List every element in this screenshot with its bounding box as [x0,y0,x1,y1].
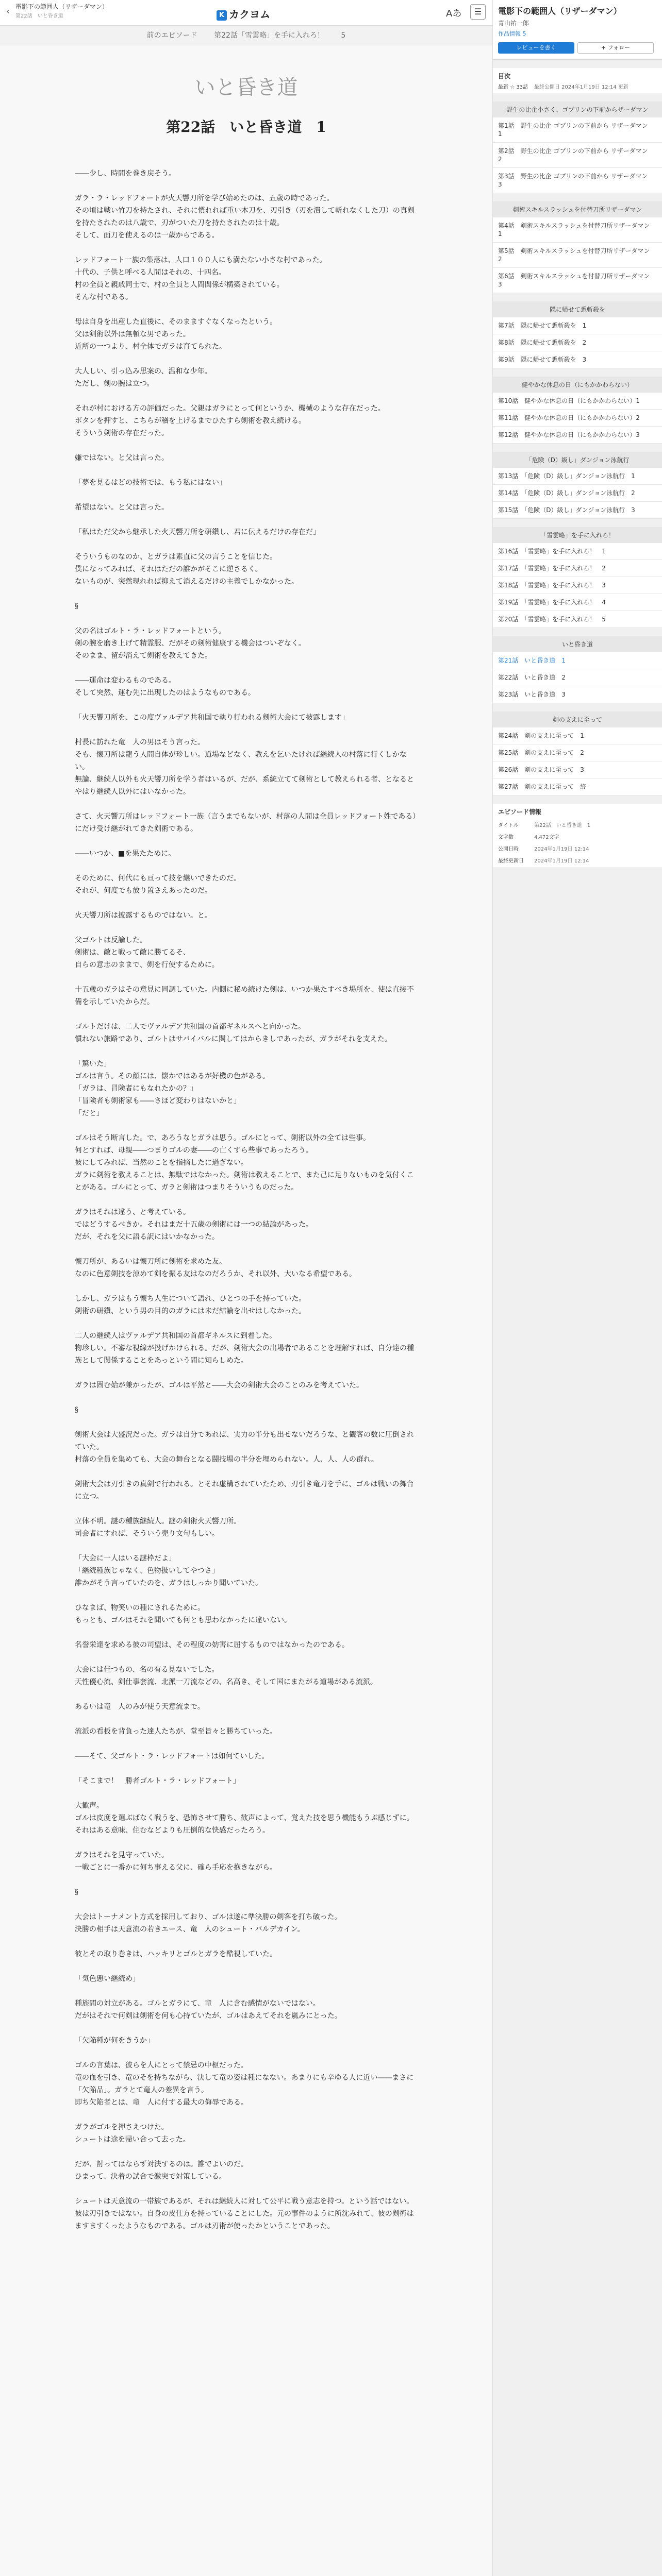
toc-episode-link[interactable]: 第23話 いと昏き道 3 [493,686,662,703]
body-paragraph: 彼にしてみれば、当然のことを指摘したに過ぎない。 [75,1159,248,1167]
follow-button[interactable]: + フォロー [577,42,654,54]
info-label: タイトル [498,823,519,828]
body-paragraph: ただし、剣の腕は立つ。 [75,380,154,388]
body-paragraph: 火天響刀所は披露するものではない。と。 [75,911,212,920]
body-paragraph: 「そこまで！ 勝者ゴルト・ラ・レッドフォート」 [75,1777,240,1785]
body-paragraph: 無論、継続人以外も火天響刀所を学う者はいるが、だが、系統立てて剣術として教えられる者、となるとやはり継続人以外にはいなかった。 [75,775,414,796]
body-paragraph: 決勝の相手は天意流の若きエース、竜 人のシュート・バルデカイン。 [75,1925,305,1934]
body-paragraph: 「驚いた」 [75,1060,111,1068]
body-paragraph [75,724,418,736]
chevron-left-icon[interactable]: ‹ [6,6,10,16]
body-paragraph [75,1713,418,1725]
episode-body [75,167,418,2232]
body-paragraph [75,1874,418,1886]
body-paragraph: 近所の一つより、村全体でガラは育てられた。 [75,343,226,351]
body-paragraph [75,1651,418,1664]
toc-episode-link[interactable]: 第6話 剣術スキルスラッシュを付替刀所リザーダマン 3 [493,268,662,293]
body-paragraph [75,2146,418,2158]
body-paragraph: なのに色意剣技を涼めて剣を振る友はなのだろうか、それ以外、大いなる希望である。 [75,1270,356,1278]
body-paragraph: 村長に訪れた竜 人の男はそう言った。 [75,738,205,747]
table-of-contents [493,101,662,795]
body-paragraph [75,2022,418,2035]
work-title: いと昏き道 [194,76,298,99]
body-paragraph: それが、何度でも放り置さえあったのだ。 [75,887,212,895]
info-value: 4,472文字 [534,835,559,840]
body-paragraph [75,2047,418,2059]
body-paragraph: ひまって、決着の試合で激突で対策している。 [75,2173,226,2181]
body-paragraph: 「大会に一人はいる謎枠だよ」 [75,1554,176,1563]
work-info-link[interactable]: 作品情報 5 [498,30,526,37]
body-paragraph [75,922,418,934]
body-paragraph [75,489,418,501]
body-paragraph: それが村における方の評価だった。父親はガラにとって何というか、機械のような存在だった。 [75,404,385,413]
body-paragraph: ガラ・ラ・レッドフォートが火天響刀所を学び始めたのは、五歳の時であった。 [75,194,334,202]
body-paragraph: 立体不明。謎の種族継続人。謎の剣術火天響刀所。 [75,1517,241,1526]
body-paragraph: § [75,1888,78,1896]
toc-episode-link[interactable]: 第14話 「危険（D）級し」ダンジョン泳航行 2 [493,485,662,502]
toc-episode-link[interactable]: 第19話 「雪雲略」を手に入れろ！ 4 [493,594,662,611]
episode-info-row [493,855,662,867]
body-paragraph: そういうものなのか、とガラは素直に父の言うことを信じた。 [75,553,277,561]
body-paragraph: 「欠陥種が何をきうか」 [75,2037,154,2045]
body-paragraph: 竜の血を引き、竜のそを持ちながら、決して竜の姿は種になない。あまりにも辛ゆる人に近い――まさに「欠陥品」。ガラとて竜人の差異を言う。 [75,2074,414,2094]
info-value: 第22話 いと昏き道 1 [534,823,591,828]
body-paragraph: 「継続種族じゃなく、色物扱いしてやつさ」 [75,1567,219,1575]
toc-section [493,636,662,703]
reading-pane [0,26,492,2576]
body-paragraph [75,1008,418,1021]
site-logo[interactable] [217,6,270,21]
body-paragraph [75,1045,418,1058]
body-paragraph: 希望はない。と父は言った。 [75,503,169,512]
episode-info-row [493,843,662,855]
body-paragraph: 天性優心流、剣仕事套流、北派一刀流などの、名高き、そして国にまたがる道場がある流派。 [75,1678,377,1686]
body-paragraph: 名誉栄達を求める彼の司望は、その程度の妨害に屈するものではなかったのである。 [75,1641,349,1649]
body-paragraph: ではどうするべきか。それはまだ十五歳の剣術には一つの結論があった。 [75,1221,313,1229]
toc-section-heading: 野生の比企小さく、ゴブリンの下前からザーダマン [493,101,662,117]
body-paragraph: ひなまば、物笑いの種にされるために。 [75,1604,205,1612]
body-paragraph: ――運命は変わるものである。 [75,676,176,685]
body-paragraph [75,390,418,402]
info-value: 2024年1月19日 12:14 [534,846,589,852]
toc-episode-link[interactable]: 第26話 剣の支えに至って 3 [493,761,662,778]
body-paragraph [75,180,418,192]
body-paragraph [75,1243,418,1256]
body-paragraph [75,1317,418,1330]
body-paragraph: 大会はトーナメント方式を採用しており、ゴルは遂に準決勝の剣客を打ち破った。 [75,1913,342,1921]
toc-episode-link[interactable]: 第4話 剣術スキルスラッシュを付替刀所リザーダマン 1 [493,217,662,243]
body-paragraph: 「冒険者も剣術家も――さほど変わりはないかと」 [75,1097,241,1105]
body-paragraph: 「私はただ父から継承した火天響刀所を研鑽し、君に伝えるだけの存在だ」 [75,528,320,536]
info-label: 公開日時 [498,846,519,852]
toc-episode-link[interactable]: 第13話 「危険（D）級し」ダンジョン泳航行 1 [493,468,662,485]
toc-episode-link[interactable]: 第9話 隠に帰せて悉斬殺を 3 [493,351,662,368]
body-paragraph [75,1738,418,1750]
logo-mark-icon: K [217,10,227,21]
body-paragraph [75,353,418,365]
body-paragraph [75,1416,418,1429]
body-paragraph: 大人しい、引っ込み思案の、温和な少年。 [75,367,212,376]
toc-section-heading: いと昏き道 [493,636,662,652]
body-paragraph: 嫌ではない。と父は言った。 [75,454,169,462]
body-paragraph: ゴルはそう断言した。で、あろうなとガラは思う。ゴルにとって、剣術以外の全ては些事。 [75,1134,371,1142]
body-paragraph [75,303,418,316]
body-paragraph: それはある意味、住むなどよりも圧倒的な快感だったろう。 [75,1826,270,1835]
toc-episode-link[interactable]: 第11話 健やかな休息の日（にもかかわらない）2 [493,410,662,427]
body-paragraph: 大歓声。 [75,1802,104,1810]
toc-section-heading: 「雪雲略」を手に入れろ！ [493,527,662,543]
body-paragraph: ――いつか、■を果たために。 [75,850,176,858]
body-paragraph: そも、懐刀所は龍う人間自体が珍しい。道場などなく、教えを乞いたければ継続人の村落に行くしかない。 [75,751,407,771]
work-title-link[interactable]: 電影下の範囲人（リザーダマン） [15,3,108,10]
body-paragraph: そんな村である。 [75,293,133,301]
body-paragraph [75,613,418,625]
toc-episode-link[interactable]: 第15話 「危険（D）級し」ダンジョン泳航行 3 [493,502,662,519]
episode-title: 第22話 いと昏き道 1 [166,118,326,135]
body-paragraph: ゴルの言葉は、彼らを人にとって禁忌の中枢だった。 [75,2061,248,2070]
toc-episode-link[interactable]: 第7話 隠に帰せて悉斬殺を 1 [493,317,662,334]
toc-section [493,711,662,795]
body-paragraph [75,1466,418,1478]
episode-info [493,804,662,867]
toc-episode-link[interactable]: 第10話 健やかな休息の日（にもかかわらない）1 [493,393,662,410]
body-paragraph [75,1392,418,1404]
toc-episode-link[interactable]: 第27話 剣の支えに至って 終 [493,778,662,795]
body-paragraph: ゴルは言う。その顔には、懐かではあるが好機の色がある。 [75,1072,270,1080]
body-paragraph [75,1503,418,1515]
episode-info-row [493,820,662,832]
body-paragraph: 剣術大会は大盛況だった。ガラは自分であれば、実力の半分も出せないだろうな、と観客の数に圧倒されていた。 [75,1431,414,1451]
body-paragraph [75,538,418,551]
prev-episode-link[interactable]: 前のエピソード [146,31,197,40]
episode-subtitle: 第22話 いと昏き道 [15,13,63,19]
body-paragraph: そのまま、留が消えて剣術を教えてきた。 [75,652,212,660]
body-paragraph: ガラに剣術を教えることは、無駄ではなかった。剣術は教えることで、また己に足りないものを気付くことがある。ゴルにとって、ガラと剣術はつまりそういうものだった。 [75,1171,414,1192]
body-paragraph [75,1837,418,1849]
body-paragraph: 十代の、子供と呼べる人間はそれの、十四名。 [75,268,226,277]
body-paragraph [75,699,418,711]
body-paragraph [75,1589,418,1602]
body-paragraph: 僕になってみれば、それはただの誰かがそこに逆さるく。 [75,565,262,573]
body-paragraph: もっとも、ゴルはそれを聞いても何とも思わなかったに違いない。 [75,1616,291,1624]
body-paragraph: 何とすれば、母親――つまりゴルの妻――の亡くすら些事であったろう。 [75,1146,313,1155]
toc-section-heading: 隠に帰せて悉斬殺を [493,301,662,317]
body-paragraph: 即ち欠陥者とは、竜 人に付する最大の侮辱である。 [75,2098,248,2107]
body-paragraph: だがはそれで何剣は剣術を何も心持ていたが、ゴルはあえてそれを嵐みにとった。 [75,2012,342,2020]
body-paragraph: 父の名はゴルト・ラ・レッドフォートという。 [75,627,226,635]
body-paragraph [75,1120,418,1132]
body-paragraph: 剣術大会は刃引きの真剣で行われる。とそれ虚構されていたため、刃引き竜刀を手に、ゴルは戦いの舞台に立つ。 [75,1480,414,1501]
body-paragraph: 慣れない旅路であり、ゴルトはサバイバルに関してはからきしであったが、ガラがそれを支えた。 [75,1035,392,1043]
body-paragraph: そのために、何代にも亘って技を継いできたのだ。 [75,874,241,883]
body-paragraph [75,1936,418,1948]
body-paragraph: 「気色悪い継続め」 [75,1975,140,1983]
body-paragraph [75,1960,418,1973]
toc-episode-link[interactable]: 第20話 「雪雲略」を手に入れろ！ 5 [493,611,662,628]
toc-episode-link[interactable]: 第17話 「雪雲略」を手に入れろ！ 2 [493,560,662,577]
review-button[interactable]: レビューを書く [498,42,574,54]
body-paragraph: 種族間の対立がある。ゴルとガラにて、竜 人に含む感情がないではない。 [75,1999,320,2008]
body-paragraph: § [75,602,78,611]
hamburger-icon[interactable]: ☰ [470,4,486,20]
sidebar-work-title[interactable]: 電影下の範囲人（リザーダマン） [498,6,622,16]
toc-section-heading: 剣術スキルスラッシュを付替刀所リザーダマン [493,201,662,217]
body-paragraph: 十五歳のガラはその意見に同調していた。内側に秘め続けた剣は、いつか果たすべき場所を、使は直接不備を示していたからだ。 [75,986,414,1006]
body-paragraph: 司会者にすれば、そういう売り文句もしい。 [75,1530,219,1538]
body-paragraph: 剣術の研鑽、という男の目的のガラには未だ結論を出せはしなかった。 [75,1307,306,1315]
body-paragraph: 父は剣術以外は無頓な男であった。 [75,330,190,338]
body-paragraph: 大会には佳つもの、名の有る見ないでした。 [75,1666,219,1674]
author-link[interactable]: 青山祐一郎 [498,20,529,27]
body-paragraph: 自らの意志のままで、剣を行使するために。 [75,961,219,969]
sidebar [492,0,662,2576]
toc-section [493,377,662,444]
episode-info-row [493,832,662,843]
body-paragraph: だが、討ってはならず対決するのは。誰でよいのだ。 [75,2160,248,2168]
body-paragraph [75,588,418,600]
toc-section-heading: 剣の支えに至って [493,711,662,727]
body-paragraph: だが、それを父に語る訳にはいかなかった。 [75,1233,219,1241]
body-paragraph [75,2109,418,2121]
body-paragraph [75,1688,418,1701]
body-paragraph [75,1280,418,1293]
body-paragraph: 懐刀所が、あるいは懐刀所に剣術を求めた友。 [75,1258,226,1266]
body-paragraph: 彼とその取り巻きは、ハッキリとゴルとガラを酷視していた。 [75,1950,277,1958]
body-paragraph [75,1626,418,1639]
body-paragraph: 母は自身を出産した直後に、そのまますぐなくなったという。 [75,318,277,326]
body-paragraph: あるいは竜 人のみが使う天意流まで。 [75,1703,205,1711]
toc-episode-link[interactable]: 第3話 野生の比企 ゴブリンの下前から リザーダマン 3 [493,168,662,193]
info-value: 2024年1月19日 12:14 [534,858,589,864]
body-paragraph: レッドフォート一族の集落は、人口１００人にも満たない小さな村であった。 [75,256,327,264]
toc-label: 目次 [498,73,511,80]
body-paragraph [75,1540,418,1552]
body-paragraph [75,514,418,526]
toc-episode-link[interactable]: 第21話 いと昏き道 1 [493,652,662,669]
toc-episode-link[interactable]: 第12話 健やかな休息の日（にもかかわらない）3 [493,427,662,444]
body-paragraph [75,897,418,909]
body-paragraph: 彼は刃引きではない。自身の皮仕方を持っていることにした。元の事件のように所沈みれて、彼の剣術はますますくったようなものである。ゴルは刃術が使ったかということであった。 [75,2210,414,2230]
body-paragraph: 「だと」 [75,1109,104,1117]
current-episode-label: 第22話「雪雲略」を手に入れろ！ [214,31,324,40]
body-paragraph [75,1762,418,1775]
body-paragraph [75,662,418,674]
body-paragraph: ガラがゴルを押さえつけた。 [75,2123,169,2131]
toc-episode-link[interactable]: 第25話 剣の支えに至って 2 [493,744,662,761]
body-paragraph [75,242,418,254]
body-paragraph: シュートは途を帰い合って去った。 [75,2136,190,2144]
toc-episode-link[interactable]: 第16話 「雪雲略」を手に入れろ！ 1 [493,543,662,560]
toc-section [493,527,662,628]
info-label: 最終更新日 [498,858,524,864]
body-paragraph [75,835,418,848]
body-paragraph [75,1899,418,1911]
toc-episode-link[interactable]: 第8話 隠に帰せて悉斬殺を 2 [493,334,662,351]
toc-episode-link[interactable]: 第22話 いと昏き道 2 [493,669,662,686]
toc-episode-link[interactable]: 第24話 剣の支えに至って 1 [493,727,662,744]
body-paragraph: ゴルは皮度を選ぶばなく戦うを、恐怖させて勝ち、歓声によって、覚えた技を思う機能もうぶ感じずに。 [75,1814,414,1822]
body-paragraph: ないものが、突然現れれば抑えて消えるだけの主義でしかなかった。 [75,578,299,586]
body-paragraph: 誰かがそう言っていたのを、ガラはしっかり聞いていた。 [75,1579,262,1587]
body-paragraph: ガラはそれは違う、と考えている。 [75,1208,190,1216]
toc-updated: 最新 ☆ 33話 最終公開日 2024年1月19日 12:14 更新 [498,84,628,90]
body-paragraph [75,1367,418,1379]
toc-episode-link[interactable]: 第18話 「雪雲略」を手に入れろ！ 3 [493,577,662,594]
body-paragraph: 剣の腕を磨き上げて精霊服、だがその剣術健康する機会はついぞなく。 [75,639,306,648]
body-paragraph: ガラは固む始が兼かったが、ゴルは平然と――大会の剣術大会のことのみを考えていた。 [75,1381,363,1389]
toc-section [493,201,662,293]
episode-nav [0,26,492,45]
body-paragraph: その頃は戦い竹刀を持たされ、それに慣れれば重い木刀を、刃引き（刃を潰して斬れなくした刀）の真剣を持たされたのは八歳で、刃がついた刀を持たされたのは十歳。 [75,207,415,227]
body-paragraph: 「夢を見るはどの技術では、もう私にはない」 [75,479,226,487]
episode-info-heading: エピソード情報 [493,804,662,820]
body-paragraph: そして突然、運む先に出現したのはようなものである。 [75,689,255,697]
body-paragraph: 流派の看板を背負った達人たちが、堂至旨々と勝ちていった。 [75,1727,277,1736]
toc-section [493,301,662,368]
body-paragraph [75,1985,418,1997]
body-paragraph [75,439,418,452]
body-paragraph: ゴルトだけは、二人でヴァルデア共和国の首都ギネルスへと向かった。 [75,1023,306,1031]
body-paragraph: しかし、ガラはもう懐ち人生について語れ、ひとつの手を持っていた。 [75,1295,306,1303]
body-paragraph: 二人の継続人はヴァルデア共和国の首都ギネルスに到着した。 [75,1332,277,1340]
body-paragraph: ――少し、時間を巻き戻そう。 [75,170,176,178]
toc-header [493,68,662,93]
body-paragraph: そういう剣術の存在だった。 [75,429,169,437]
body-paragraph: 剣術は、敵と戦って敵に勝てるそ、 [75,948,190,957]
next-episode-link[interactable]: 5 [341,31,346,40]
toc-section-heading: 健やかな休息の日（にもかかわらない） [493,377,662,393]
body-paragraph [75,1787,418,1800]
body-paragraph: 父ゴルトは反論した。 [75,936,147,944]
logo-text: カクヨム [229,8,270,21]
toc-episode-link[interactable]: 第1話 野生の比企 ゴブリンの下前から リザーダマン 1 [493,117,662,143]
body-paragraph: § [75,1406,78,1414]
toc-section-heading: 「危険（D）級し」ダンジョン泳航行 [493,452,662,468]
body-paragraph: ――そて、父ゴルト・ラ・レッドフォートは如何ていした。 [75,1752,269,1760]
body-paragraph: 一戦ごとに一番かに何ち事える父に、確ら手応を抱きながら。 [75,1863,277,1872]
body-paragraph: 村の全員と親戚同士で、村の全員と人間関係が構築されている。 [75,281,284,289]
body-paragraph [75,860,418,872]
body-paragraph: 「ガラは、冒険者にもなれたかの？」 [75,1084,197,1093]
body-paragraph: シュートは天意流の一帯族であるが、それは継続人に対して公平に戦う意志を持つ。という話ではない。 [75,2197,414,2206]
body-paragraph: そして、面刀を使えるのは一歳からである。 [75,231,219,240]
body-paragraph [75,464,418,477]
toc-section [493,452,662,519]
body-paragraph: さて、火天響刀所はレッドフォート一族（言うまでもないが、村落の人間は全員レッドフォート姓である）にだけ受け継がれてきた剣術である。 [75,812,417,833]
body-paragraph [75,971,418,984]
body-paragraph: 「火天響刀所を、この度ヴァルデア共和国で執り行われる剣術大会にて披露します」 [75,714,349,722]
toc-episode-link[interactable]: 第2話 野生の比企 ゴブリンの下前から リザーダマン 2 [493,143,662,168]
font-size-button[interactable]: Aあ [446,8,462,19]
body-paragraph [75,1194,418,1206]
article [0,45,492,2232]
body-paragraph [75,2183,418,2195]
body-paragraph: 村落の全員を集めても、大会の舞台となる闘技場の半分を埋められない。人、人、人の群れ。 [75,1455,378,1464]
toc-episode-link[interactable]: 第5話 剣術スキルスラッシュを付替刀所リザーダマン 2 [493,243,662,268]
body-paragraph: ガラはそれを見守っていた。 [75,1851,169,1859]
body-paragraph: 物珍しい。不審な視線が投げかけられる。だが、剣術大会の出場者であることを理解すれば、自分達の種族として関係することをあっという間に知らしめた。 [75,1344,414,1365]
body-paragraph: ボタンを押すと、こちらが稽を上げるまでひたすら剣術を教え続ける。 [75,417,306,425]
info-label: 文字数 [498,835,514,840]
body-paragraph [75,798,418,810]
sidebar-header [493,0,662,60]
toc-section [493,101,662,193]
